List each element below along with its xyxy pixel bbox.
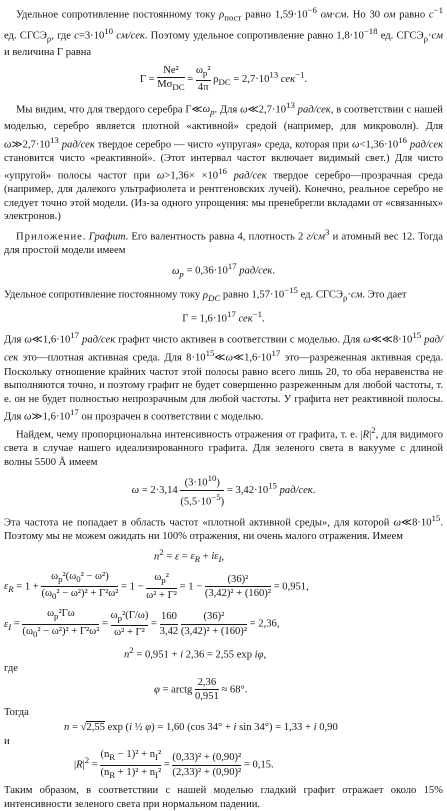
equation-phi: φ = arctg $\frac{2,36}{0,951}$ ≈ 68°. — [154, 676, 248, 703]
equation-gamma-graphite: $\Gamma = 1,6\cdot 10^{17}$ сек$^{-1}$. — [182, 309, 265, 325]
paragraph-graphite-intro: Приложение. Графит. Его валентность равна 4, плотность 2 $г/см^3$ и атомный вес 12. Тогда для простой модели имеем — [4, 226, 444, 256]
paragraph-silver-analysis: Мы видим, что для твердого серебра $\Gamma≪\omega_p$. Для $\omega≪2,7\cdot 10^{13}$ рад/сек, в соответствии с нашей моделью, серебро является плотной «активной» средой (например, для микроволн). Для $\omega≫2,7\cdot 10^{13}$ рад/сек твердое серебро — чисто «упругая» среда, которая при $\omega<1,36\cdot 10^{16}$ рад/сек становится чисто «реактивной». (Этот интервал частот включает видимый свет.) Для чисто «упругой» полосы частот при $\omega>1,36\times \times 10^{16}$ рад/сек твердое серебро—прозрачная среда (например, для далекого ультрафиолета и рентгеновских лучей). Конечно, реальное серебро не следует точно этой модели. (Из-за одного упрощения: мы пренебрегли вкладами от «связанных» электронов.) — [4, 99, 444, 223]
paragraph-reflection-intro: Найдем, чему пропорциональна интенсивность отражения от графита, т. е. $|R|^2$, для видимого света в случае нашего идеализированного графита. Для зеленого света в вакууме с длиной волны 5500 Å имеем — [4, 425, 443, 468]
equation-n-squared: $n^2 = \varepsilon = \varepsilon_R + i\varepsilon_I$, — [154, 546, 225, 565]
paragraph-conclusion: Таким образом, в соответствии с нашей моделью гладкий графит отражает около 15% интенсивности зеленого света при нормальном падении. — [4, 785, 443, 810]
equation-eps-imag: $\varepsilon_I$ = $\frac{\omega_p^2\Gamma\omega}{(\omega_0^2 - \omega^2)^2 + \Gamma^2\omega^2}$ = $\frac{\omega_p^2(\Gamma/\omega)}{\text{ω² + Γ²}}$ = $\frac{160}{3,42}$ $\frac{\text{(36)²}}{\text{(3,42)² + (160)²}}$ = 2,36, — [4, 608, 280, 639]
label-where: где — [4, 663, 18, 675]
equation-eps-real: $\varepsilon_R = 1$ + $\frac{\omega_p^2(\omega_0^2 - \omega^2)}{(\omega_0^2 - \omega^2)^2 + \Gamma^2\omega^2}$ = 1 − $\frac{\omega_p^2}{\text{ω² + Γ²}}$ = 1 − $\frac{\text{(36)²}}{\text{(3,42)² + (160)²}}$ = 0,951, — [4, 570, 309, 602]
page — [4, 4, 443, 811]
equation-n-squared-value: $n^2 = 0,951 + i$ 2,36 = 2,55 exp iφ, — [124, 645, 267, 661]
paragraph-frequency-note: Эта частота не попадает в область частот «плотной активной среды», для которой $\omega≪8\cdot 10^{15}$. Поэтому мы не можем ожидать ни 100% отражения, ни очень малого отражения. Имеем — [4, 513, 443, 543]
paragraph-graphite-regimes: Для $\omega≪1,6\cdot 10^{17}$ рад/сек графит чисто активен в соответствии с моделью. Для $\omega≪≪8\cdot 10^{15}$ рад/сек это—плотная активная среда. Для $8\cdot 10^{15}≪\omega≪1,6\cdot 10^{17}$ это—разреженная активная среда. Поскольку отношение крайних частот этой полосы равно всего лишь 20, то оба неравенства не выполняются точно, и поэтому графит не будет совершенно разреженным для любой частоты, т. е. он не будет полностью непрозрачным для любой частоты. У графита нет реактивной полосы. Для $\omega≫1,6\cdot 10^{17}$ он прозрачен в соответствии с моделью. — [4, 330, 443, 423]
equation-reflectance: $|R|^2$ = $\frac{(n_R - 1)^2 + n_I^2}{(n_R + 1)^2 + n_I^2}$ = $\frac{\text{(0,33)² + (0,90)²}}{\text{(2,33)² + (0,90)²}}$ = 0,15. — [74, 749, 274, 780]
label-and: и — [4, 735, 10, 747]
equation-n: n = √2,55 exp (i ½ φ) = 1,60 (cos 34° + i sin 34°) = 1,33 + i 0,90 — [64, 722, 338, 734]
paragraph-graphite-resistivity: Удельное сопротивление постоянному току $\rho_{DC}$ равно $1,57\cdot 10^{-15}$ ед. $СГСЭ_\rho\cdot см$. Это дает — [4, 285, 407, 303]
equation-gamma-silver: Γ = Ne² $M\sigma_{DC}$ = $\frac{\omega_p^2}{4\pi}$ $\rho_{DC} = 2,7\cdot 10^{13}$ сек$^{-1}$. — [139, 64, 308, 94]
paragraph-silver-resistivity: Удельное сопротивление постоянному току $\rho_{пост}$ равно $1,59\cdot 10^{-6}$ ом·см. Но 30 ом равно $c^{-1}$ ед. $СГСЭ_\rho$, где $c=3\cdot 10^{10}$ см/сек. Поэтому удельное сопротивление равно $1,8\cdot 10^{-18}$ ед. $СГСЭ_\rho\cdot см$ и величина Γ равна — [4, 5, 443, 59]
label-then: Тогда — [4, 706, 29, 718]
equation-omega-green: ω = 2·3,14 $\frac{(3\cdot 10^{10})}{(5,5\cdot 10^{-5})}$ = $3,42\cdot 10^{15}$ рад/сек. — [131, 473, 316, 508]
equation-omega-p: $\omega_p = 0,36\cdot 10^{17}$ рад/сек. — [171, 261, 276, 279]
